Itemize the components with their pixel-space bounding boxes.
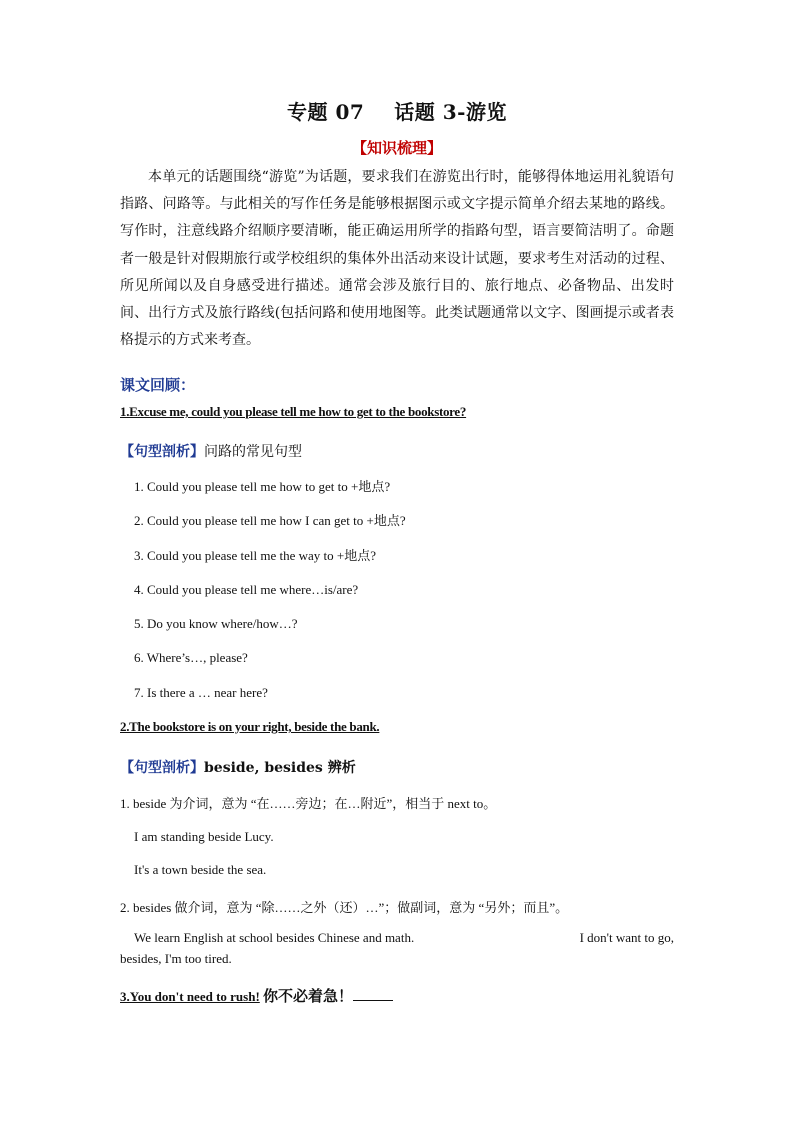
key-sentence-3-english: 3.You don't need to rush!: [120, 989, 260, 1004]
page-title: [0, 96, 794, 125]
fill-blank-line: [353, 988, 393, 1001]
analysis-heading-1: [120, 441, 302, 461]
besides-example-row: [134, 930, 674, 946]
pattern-list: [134, 477, 406, 717]
key-sentence-1: 1.Excuse me, could you please tell me how to get to the bookstore?: [120, 404, 467, 419]
list-item: 3. Could you please tell me the way to +地点?: [134, 547, 377, 563]
list-item: 6. Where’s…, please?: [134, 650, 248, 666]
key-sentence-3-chinese: 你不必着急！: [263, 989, 354, 1005]
list-item: 4. Could you please tell me where…is/are?: [134, 581, 359, 597]
list-item: 5. Do you know where/how…?: [134, 616, 298, 632]
key-sentence-3: [120, 985, 393, 1006]
key-sentence-2: 2.The bookstore is on your right, beside the bank.: [120, 719, 380, 734]
besides-example-1: We learn English at school besides Chinese and math.: [134, 930, 415, 945]
title-topic-number: 专题 07: [287, 100, 365, 124]
review-heading: 课文回顾：: [120, 376, 196, 394]
list-item: 2. Could you please tell me how I can get to +地点?: [134, 513, 406, 529]
title-topic-name: 话题 3-游览: [394, 100, 507, 124]
beside-example-1: I am standing beside Lucy.: [134, 829, 274, 844]
beside-example-2: It's a town beside the sea.: [134, 862, 267, 877]
analysis-tag: 【句型剖析】: [120, 760, 204, 776]
analysis-heading-2: [120, 757, 356, 777]
analysis-tag: 【句型剖析】: [120, 444, 204, 460]
intro-paragraph: 本单元的话题围绕“游览”为话题，要求我们在游览出行时，能够得体地运用礼貌语句指路、问路等。与此相关的写作任务是能够根据图示或文字提示简单介绍去某地的路线。写作时，注意线路介绍顺序要清晰，能正确运用所学的指路句型，语言要简洁明了。命题者一般是针对假期旅行或学校组织的集体外出活动来设计试题，要求考生对活动的过程、所见所闻以及自身感受进行描述。通常会涉及旅行目的、旅行地点、必备物品、出发时间、出行方式及旅行路线(包括问路和使用地图等。此类试题通常以文字、图画提示或者表格提示的方式来考查。: [120, 169, 674, 349]
list-item: 1. Could you please tell me how to get to +地点?: [134, 479, 391, 494]
besides-example-2-start: I don't want to go,: [579, 930, 674, 945]
list-item: 7. Is there a … near here?: [134, 684, 268, 700]
besides-definition: 2. besides 做介词，意为 “除……之外（还）…”；做副词，意为 “另外；而且”。: [120, 900, 569, 915]
analysis-desc: beside, besides 辨析: [204, 760, 356, 776]
beside-definition: 1. beside 为介词，意为 “在……旁边；在…附近”，相当于 next to。: [120, 796, 497, 811]
section-label-knowledge: 【知识梳理】: [351, 139, 442, 157]
analysis-desc: 问路的常见句型: [204, 444, 302, 460]
besides-example-2-end: besides, I'm too tired.: [120, 951, 232, 966]
